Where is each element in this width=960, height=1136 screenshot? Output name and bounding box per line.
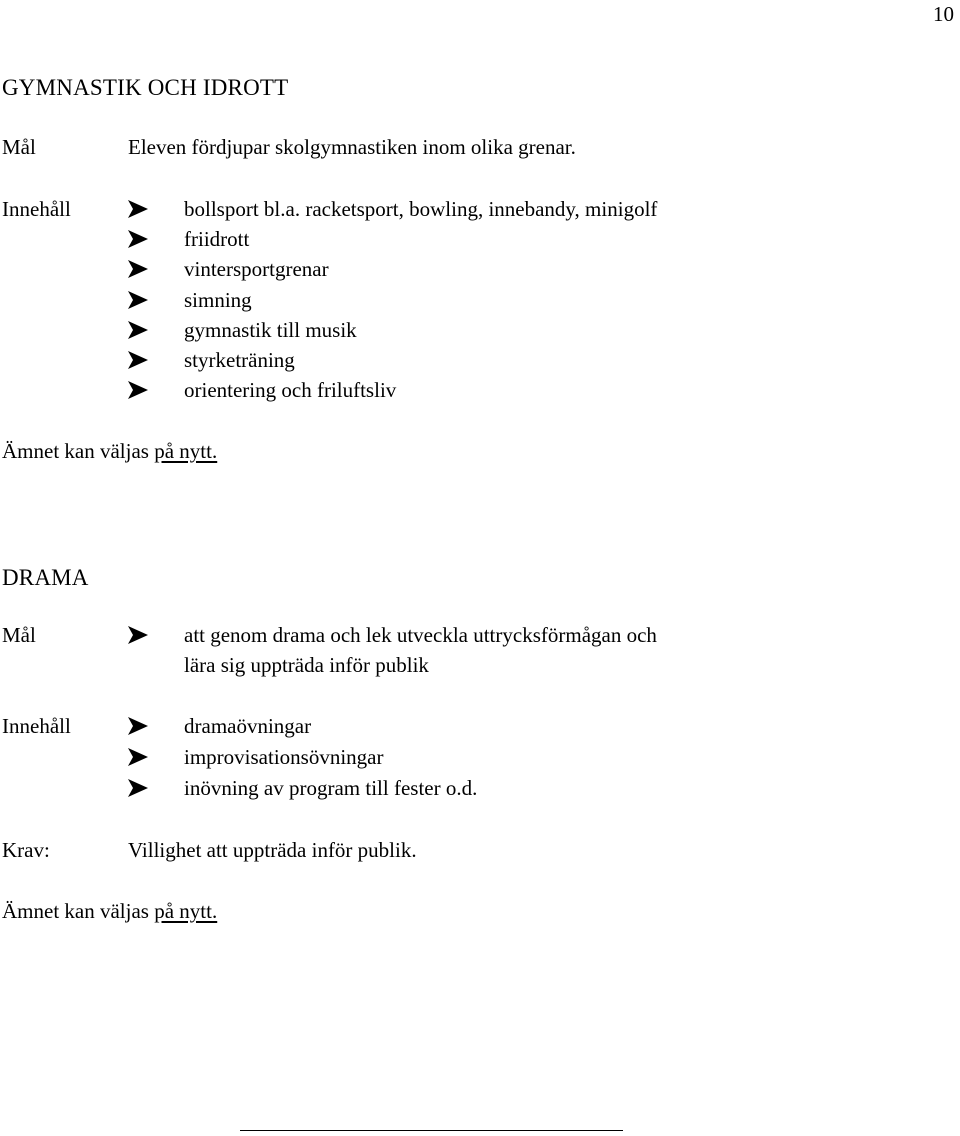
mal-label: Mål [2, 623, 36, 647]
list-item: dramaövningar [184, 714, 312, 738]
arrowhead-bullet-icon [128, 230, 150, 248]
mal-text: Eleven fördjupar skolgymnastiken inom olika grenar. [128, 135, 576, 159]
arrowhead-bullet-icon [128, 626, 150, 644]
arrowhead-bullet-icon [128, 260, 150, 278]
list-item: vintersportgrenar [184, 257, 329, 282]
arrowhead-bullet-icon [128, 779, 150, 797]
repeat-note [2, 901, 217, 922]
mal-text-line: lära sig uppträda inför publik [184, 653, 429, 677]
arrowhead-bullet-icon [128, 351, 150, 369]
repeat-note-text: Ämnet kan väljas [2, 899, 155, 923]
mal-label: Mål [2, 135, 36, 159]
arrowhead-bullet-icon [128, 200, 150, 218]
list-item: gymnastik till musik [184, 317, 357, 342]
list-item: simning [184, 287, 252, 312]
list-item: bollsport bl.a. racketsport, bowling, innebandy, minigolf [184, 197, 658, 221]
list-item: improvisationsövningar [184, 745, 384, 769]
arrowhead-bullet-icon [128, 717, 150, 735]
repeat-note [2, 441, 217, 462]
innehall-label: Innehåll [2, 197, 71, 221]
innehall-label: Innehåll [2, 714, 71, 738]
mal-text-line: att genom drama och lek utveckla uttrycksförmågan och [184, 623, 657, 647]
arrowhead-bullet-icon [128, 748, 150, 766]
arrowhead-bullet-icon [128, 321, 150, 339]
section-heading-drama: DRAMA [2, 565, 89, 590]
repeat-note-text: Ämnet kan väljas [2, 439, 155, 463]
repeat-note-underlined: på nytt. [154, 439, 218, 463]
arrowhead-bullet-icon [128, 291, 150, 309]
krav-label: Krav: [2, 838, 50, 862]
repeat-note-underlined: på nytt. [154, 899, 218, 923]
list-item: orientering och friluftsliv [184, 378, 397, 403]
footer-rule [240, 1130, 623, 1131]
list-item: styrketräning [184, 348, 295, 372]
krav-text: Villighet att uppträda inför publik. [128, 838, 417, 862]
list-item: friidrott [184, 227, 250, 252]
section-heading-gymnastik: GYMNASTIK OCH IDROTT [2, 75, 289, 100]
page-number: 10 [933, 2, 954, 26]
list-item: inövning av program till fester o.d. [184, 776, 478, 800]
arrowhead-bullet-icon [128, 381, 150, 399]
